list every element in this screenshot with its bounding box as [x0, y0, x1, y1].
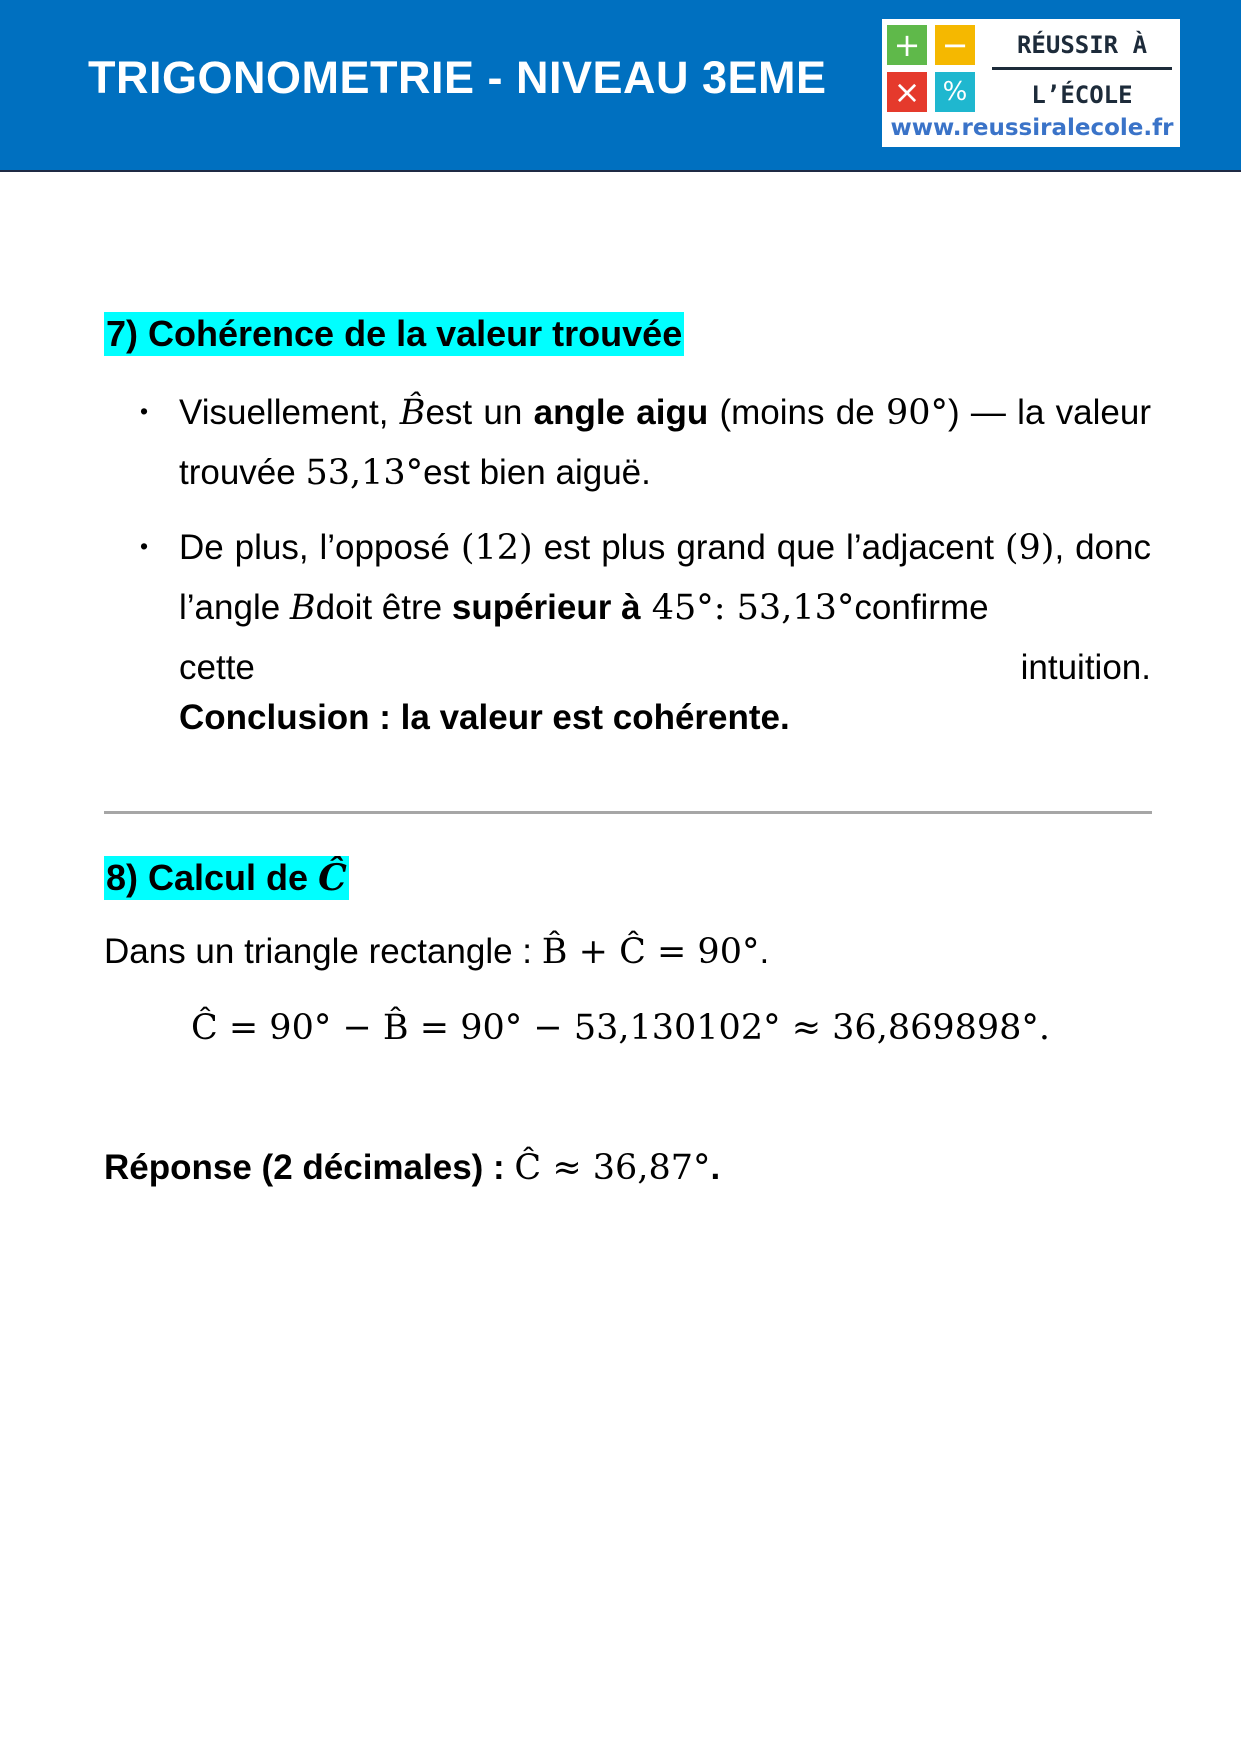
value-90: 90° — [885, 393, 948, 433]
text: : — [713, 588, 737, 628]
section-8-heading — [104, 856, 349, 900]
heading-text: 8) Calcul de — [106, 857, 319, 898]
text: De plus, l’opposé — [179, 528, 461, 567]
value-9: (9) — [1004, 528, 1055, 568]
text: ) — la valeur trouvée — [179, 393, 1151, 492]
times-icon: × — [887, 72, 927, 112]
value-53-13: 53,13° — [305, 453, 424, 493]
final-answer — [104, 1148, 720, 1188]
value-45: 45° — [640, 588, 714, 628]
text: Visuellement, — [179, 393, 400, 432]
minus-icon: − — [935, 25, 975, 65]
text: Dans un triangle rectangle : — [104, 932, 542, 971]
angle-b: B — [289, 588, 316, 628]
answer-label: Réponse (2 décimales) : — [104, 1148, 515, 1187]
justified-line — [179, 638, 1151, 697]
bullet-visual-check — [179, 383, 1151, 503]
logo-url-link[interactable]: www.reussiralecole.fr — [890, 115, 1174, 141]
text: intuition. — [1020, 648, 1151, 687]
text: cette — [179, 648, 255, 687]
text: est un — [425, 393, 534, 432]
bullet-dot: • — [140, 533, 149, 559]
angle-c-hat: Ĉ — [318, 857, 347, 899]
angle-b-hat: B̂ — [399, 393, 426, 433]
angle-c-equation: Ĉ = 90° − B̂ = 90° − 53,130102° ≈ 36,869898°. — [190, 1008, 1051, 1048]
logo-divider — [992, 67, 1172, 70]
bullet-dot: • — [140, 398, 149, 424]
section-divider — [104, 811, 1152, 814]
percent-icon: % — [935, 72, 975, 112]
text: , donc l’angle — [179, 528, 1151, 627]
text: . — [759, 932, 770, 971]
text: confirme — [854, 588, 989, 627]
text: . — [710, 1148, 721, 1187]
value-53-13: 53,13° — [736, 588, 855, 628]
right-triangle-rule — [104, 932, 769, 972]
angle-sum-formula: B̂ + Ĉ = 90° — [541, 932, 760, 972]
site-logo[interactable] — [882, 19, 1180, 147]
bold-angle-aigu: angle aigu — [533, 393, 709, 432]
page-header — [0, 0, 1241, 172]
text: doit être — [315, 588, 452, 627]
page-title: TRIGONOMETRIE - NIVEAU 3EME — [88, 52, 827, 103]
text: (moins de — [708, 393, 886, 432]
logo-text-line2: L’ÉCOLE — [1031, 81, 1133, 109]
conclusion-text: Conclusion : la valeur est cohérente. — [179, 698, 790, 737]
text: est plus grand que l’adjacent — [532, 528, 1005, 567]
plus-icon: + — [887, 25, 927, 65]
value-12: (12) — [460, 528, 533, 568]
bold-superieur: supérieur à — [451, 588, 641, 627]
section-7-heading: 7) Cohérence de la valeur trouvée — [106, 313, 683, 354]
text: est bien aiguë. — [423, 453, 651, 492]
logo-text-line1: RÉUSSIR À — [1016, 31, 1148, 59]
answer-value: Ĉ ≈ 36,87° — [514, 1148, 711, 1188]
bullet-opposite-adjacent — [179, 518, 1151, 697]
